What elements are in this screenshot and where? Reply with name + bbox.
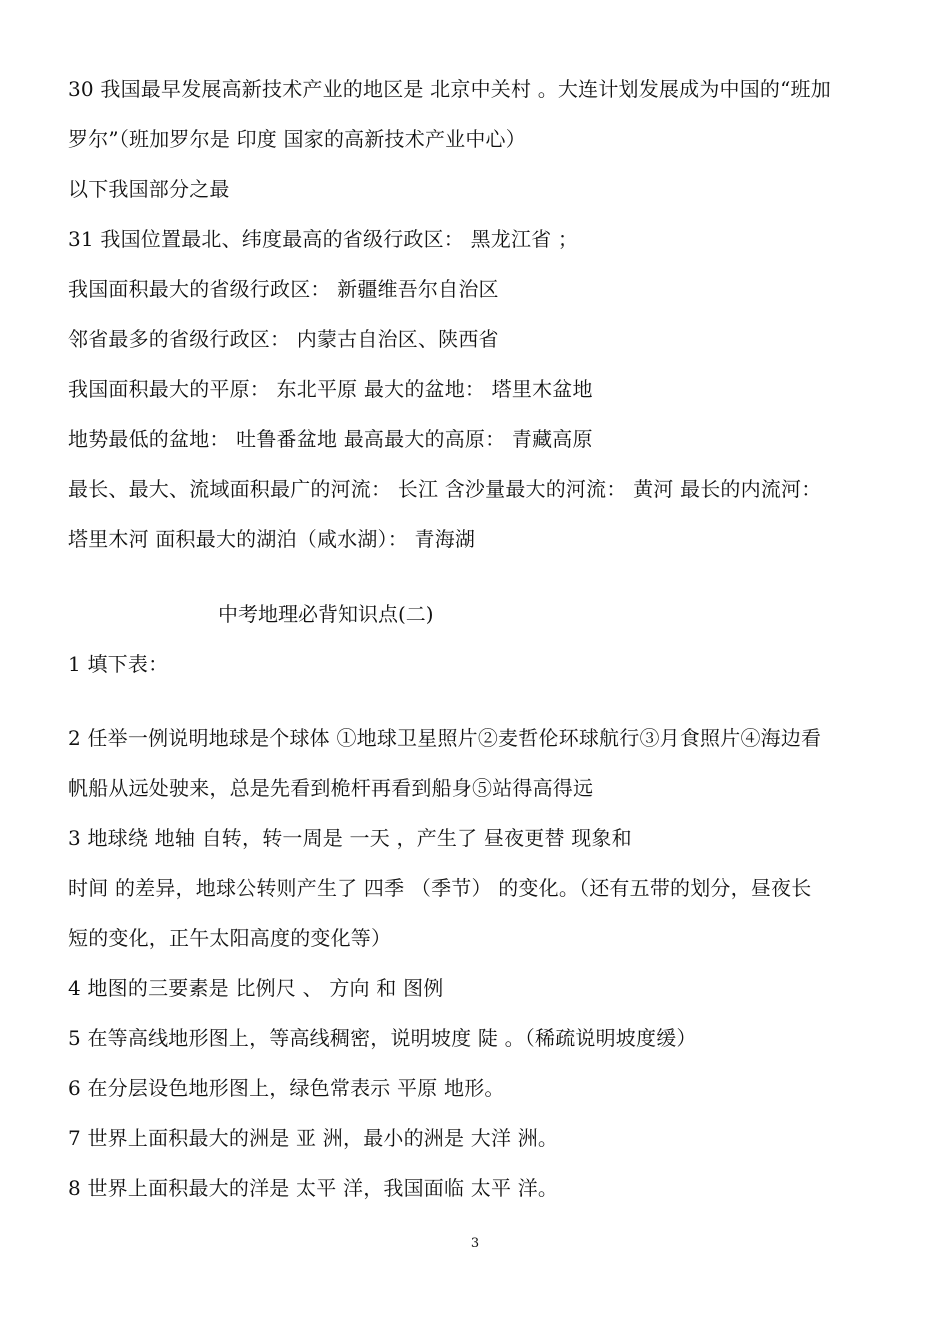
section-title: 中考地理必背知识点(二) bbox=[218, 602, 434, 626]
text-line: 地势最低的盆地： 吐鲁番盆地 最高最大的高原： 青藏高原 bbox=[68, 427, 593, 451]
text-line: 最长、最大、流域面积最广的河流： 长江 含沙量最大的河流： 黄河 最长的内流河： bbox=[68, 477, 822, 501]
text-line: 我国面积最大的省级行政区： 新疆维吾尔自治区 bbox=[68, 277, 499, 301]
text-line: 我国面积最大的平原： 东北平原 最大的盆地： 塔里木盆地 bbox=[68, 377, 593, 401]
text-line: 4 地图的三要素是 比例尺 、 方向 和 图例 bbox=[68, 976, 444, 1000]
text-line: 2 任举一例说明地球是个球体 ①地球卫星照片②麦哲伦环球航行③月食照片④海边看 bbox=[68, 726, 822, 750]
text-line: 31 我国位置最北、纬度最高的省级行政区： 黑龙江省 ； bbox=[68, 227, 579, 251]
text-line: 1 填下表： bbox=[68, 652, 169, 676]
text-line: 时间 的差异，地球公转则产生了 四季 （季节） 的变化。（还有五带的划分，昼夜长 bbox=[68, 876, 812, 900]
text-line: 罗尔”（班加罗尔是 印度 国家的高新技术产业中心） bbox=[68, 127, 526, 151]
page-number: 3 bbox=[470, 1236, 480, 1251]
text-line: 塔里木河 面积最大的湖泊（咸水湖）： 青海湖 bbox=[68, 527, 476, 551]
text-line: 短的变化，正午太阳高度的变化等） bbox=[68, 926, 392, 950]
text-line: 7 世界上面积最大的洲是 亚 洲，最小的洲是 大洋 洲。 bbox=[68, 1126, 559, 1150]
text-line: 8 世界上面积最大的洋是 太平 洋，我国面临 太平 洋。 bbox=[68, 1176, 559, 1200]
text-line: 邻省最多的省级行政区： 内蒙古自治区、陕西省 bbox=[68, 327, 499, 351]
text-line: 帆船从远处驶来，总是先看到桅杆再看到船身⑤站得高得远 bbox=[68, 776, 594, 800]
text-line: 30 我国最早发展高新技术产业的地区是 北京中关村 。大连计划发展成为中国的“班加 bbox=[68, 77, 831, 101]
text-line: 3 地球绕 地轴 自转，转一周是 一天 ，产生了 昼夜更替 现象和 bbox=[68, 826, 632, 850]
text-line: 以下我国部分之最 bbox=[68, 177, 230, 201]
text-line: 6 在分层设色地形图上，绿色常表示 平原 地形。 bbox=[68, 1076, 505, 1100]
text-line: 5 在等高线地形图上，等高线稠密，说明坡度 陡 。（稀疏说明坡度缓） bbox=[68, 1026, 697, 1050]
